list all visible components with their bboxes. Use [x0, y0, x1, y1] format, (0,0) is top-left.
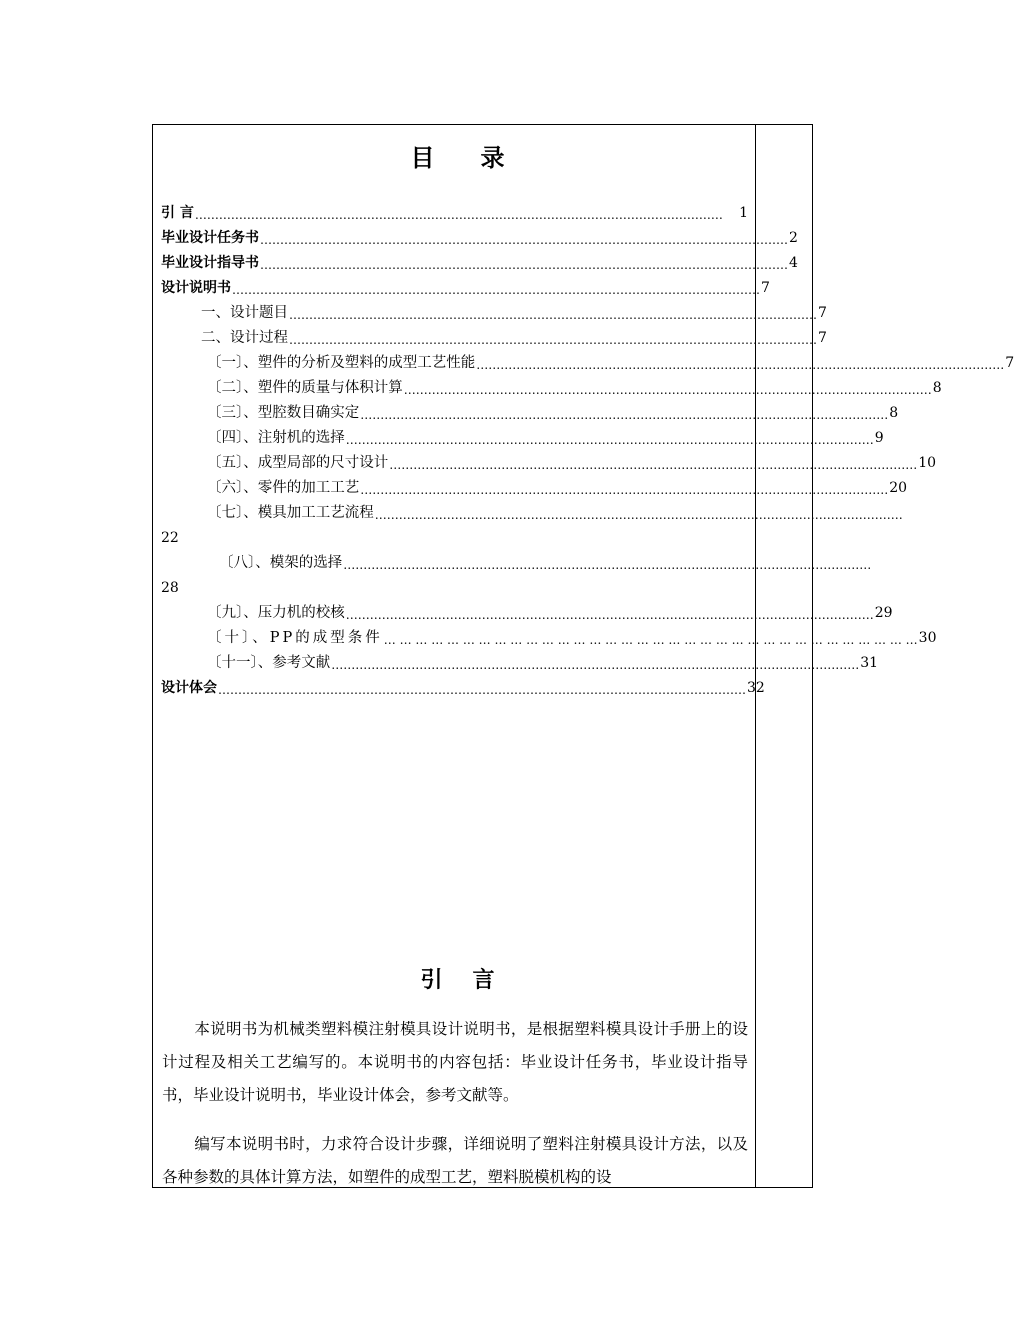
page-number: 7 [761, 280, 770, 296]
dot-leader: …………………………………………………………………………………………………………………… [345, 433, 874, 447]
toc-entry-section-3[interactable]: 〔三〕、型腔数目确实定 …………………………………………………………………………………………………………………… 8 [161, 401, 748, 426]
page-number: 7 [818, 330, 827, 346]
dot-leader: …………………………………………………………………………………………………………………… [345, 608, 874, 622]
toc-entry-section-11[interactable]: 〔十一〕、参考文献 …………………………………………………………………………………………………………………… 31 [161, 651, 748, 676]
dot-leader: …………………………………………………………………………………………………………………… [194, 208, 723, 222]
page-number: 8 [932, 380, 942, 396]
page-number: 29 [874, 605, 893, 621]
dot-leader: …………………………………………………………………………………………………………………… [360, 483, 889, 497]
toc-entry-section-5[interactable]: 〔五〕、成型局部的尺寸设计 …………………………………………………………………………………………………………………… 10 [161, 451, 748, 476]
dot-leader: …………………………………………………………………………………………………………………… [389, 458, 918, 472]
dot-leader: …………………………………………………………………………………………………………………… [289, 308, 817, 322]
dot-leader: …………………………………………………………………………………………………………………… [260, 258, 788, 272]
toc-entry-task-book[interactable]: 毕业设计任务书 …………………………………………………………………………………………………………………… 2 [161, 226, 748, 251]
toc-entry-guide-book[interactable]: 毕业设计指导书 …………………………………………………………………………………………………………………… 4 [161, 251, 748, 276]
intro-paragraph-2: 编写本说明书时，力求符合设计步骤，详细说明了塑料注射模具设计方法，以及各种参数的具体计算方法，如塑件的成型工艺，塑料脱模机构的设 [162, 1135, 748, 1186]
dot-leader: …………………………………………………………………………………………………………………… [331, 658, 860, 672]
toc-entry-section-6[interactable]: 〔六〕、零件的加工工艺 …………………………………………………………………………………………………………………… 20 [161, 476, 748, 501]
dot-leader: …………………………………………………………………………………………………………………… [374, 508, 903, 522]
toc-title: 目 录 [410, 143, 505, 172]
page-number: 7 [818, 305, 827, 321]
page-number: 2 [789, 230, 798, 246]
dot-leader: …………………………………………………………………………………………………………………… [218, 683, 746, 697]
page-number: 1 [739, 205, 748, 221]
page-number: 7 [1005, 355, 1014, 371]
toc-entry-section-10[interactable]: 〔十〕、PP的成型条件 … … … … … … … … … … … … … … … … … … … … … … … … … … … … … … … … … … 30 [161, 626, 748, 651]
toc-entry-design-manual[interactable]: 设计说明书 …………………………………………………………………………………………………………………… 7 [161, 276, 748, 301]
dot-leader: …………………………………………………………………………………………………………………… [260, 233, 788, 247]
dot-leader: …………………………………………………………………………………………………………………… [360, 408, 889, 422]
page-number: 30 [918, 630, 937, 646]
toc-entry-reflections[interactable]: 设计体会 …………………………………………………………………………………………………………………… 32 [161, 676, 748, 701]
toc-entry-design-topic[interactable]: 一、设计题目 …………………………………………………………………………………………………………………… 7 [161, 301, 748, 326]
dot-leader: …………………………………………………………………………………………………………………… [289, 333, 817, 347]
dot-leader: …………………………………………………………………………………………………………………… [476, 358, 1005, 372]
page-number: 4 [789, 255, 798, 271]
table-of-contents [161, 201, 1014, 701]
page-number: 32 [747, 680, 765, 696]
page-number: 10 [918, 455, 937, 471]
page-number: 8 [889, 405, 899, 421]
dot-leader: … … … … … … … … … … … … … … … … … … … … … … … … … … … … … … … … … … [383, 633, 918, 647]
toc-entry-section-9[interactable]: 〔九〕、压力机的校核 …………………………………………………………………………………………………………………… 29 [161, 601, 748, 626]
dot-leader: …………………………………………………………………………………………………………………… [343, 558, 872, 572]
intro-paragraph-1: 本说明书为机械类塑料模注射模具设计说明书，是根据塑料模具设计手册上的设计过程及相关工艺编写的。本说明书的内容包括：毕业设计任务书，毕业设计指导书，毕业设计说明书，毕业设计体会，参考文献等。 [162, 1020, 748, 1104]
toc-entry-design-process[interactable]: 二、设计过程 …………………………………………………………………………………………………………………… 7 [161, 326, 748, 351]
dot-leader: …………………………………………………………………………………………………………………… [232, 283, 760, 297]
toc-entry-preface[interactable]: 引 言 …………………………………………………………………………………………………………………… 1 [161, 201, 748, 226]
page-number: 20 [889, 480, 908, 496]
toc-entry-section-4[interactable]: 〔四〕、注射机的选择 …………………………………………………………………………………………………………………… 9 [161, 426, 748, 451]
dot-leader: …………………………………………………………………………………………………………………… [403, 383, 932, 397]
page-number: 28 [161, 580, 179, 596]
toc-entry-section-2[interactable]: 〔二〕、塑件的质量与体积计算 …………………………………………………………………………………………………………………… 8 [161, 376, 748, 401]
intro-title: 引 言 [420, 967, 495, 993]
toc-entry-section-7[interactable]: 〔七〕、模具加工工艺流程 …………………………………………………………………………………………………………………… [161, 501, 748, 526]
page-number: 9 [874, 430, 884, 446]
page-number: 31 [860, 655, 879, 671]
page-number: 22 [161, 530, 179, 546]
toc-entry-section-1[interactable]: 〔一〕、塑件的分析及塑料的成型工艺性能 …………………………………………………………………………………………………………………… 7 [161, 351, 748, 376]
toc-entry-section-8[interactable]: 〔八〕、模架的选择 …………………………………………………………………………………………………………………… [161, 551, 748, 576]
